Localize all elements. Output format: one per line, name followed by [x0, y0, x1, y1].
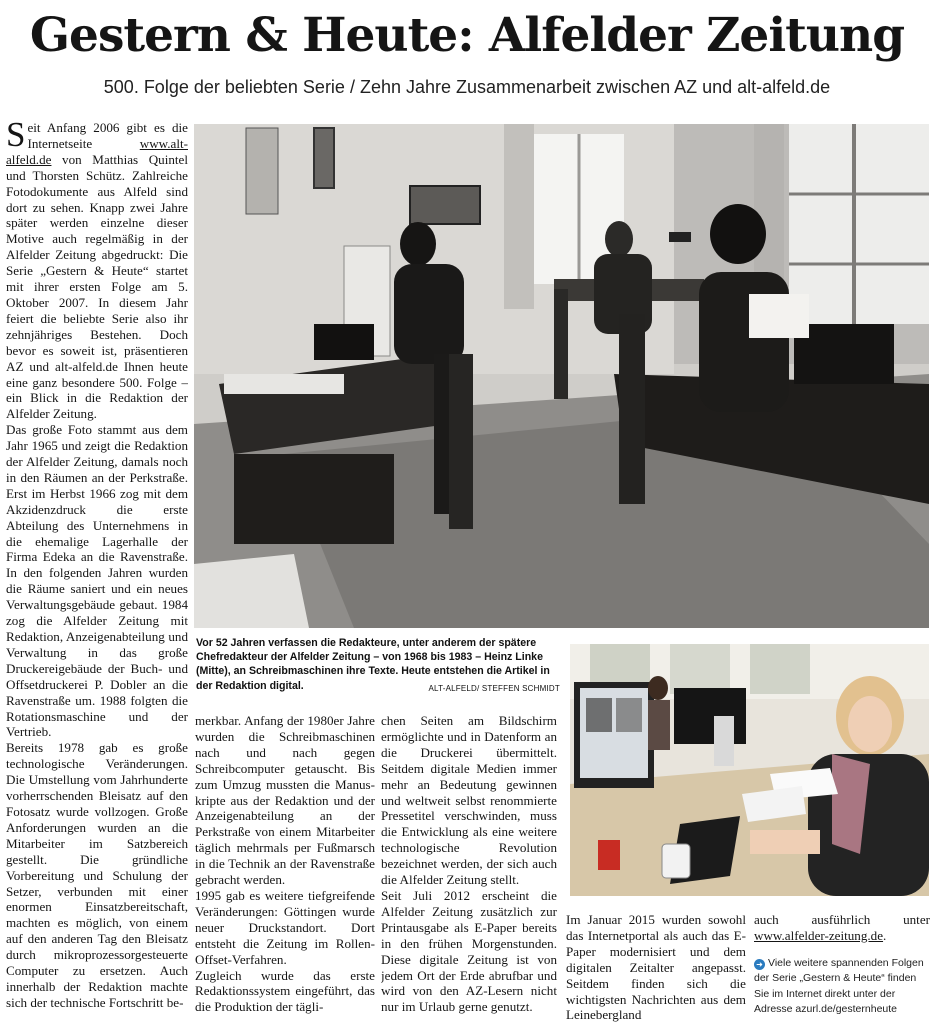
paragraph-editorial-system: Zugleich wurde das erste Redaktionssystem eingeführt, das die Produktion der tägli-	[195, 967, 375, 1015]
article-column-1	[6, 120, 188, 1024]
article-column-2	[195, 713, 375, 1024]
historic-newsroom-photo	[194, 124, 929, 628]
paragraph-digital-media: chen Seiten am Bildschirm ermöglichte und in Datenform an die Druckerei übermittelt. Seitdem digitale Medien immer mehr an Bedeutung gewinnen und weltweit selbst renommierte Pressetitel verschwinden, muss die Entwicklung als eine weitere technologische Revolution bezeichnet werden, der sich auch die Alfelder Zeitung stellt.	[381, 713, 557, 888]
alt-alfeld-link[interactable]: www.alt-alfeld.de	[6, 135, 188, 167]
paragraph-computers: merkbar. Anfang der 1980er Jahre wurden die Schreibmaschinen nach und nach gegen Schreibcomputer getauscht. Bis zum Umzug mussten die Manus-kripte aus der Redaktion und der Anzeigenabteilung an der Perkstraße von einem Mitarbeiter täglich mehrmals per Fußmarsch in die Technik an der Ravenstraße gebracht werden.	[195, 713, 375, 888]
article-column-5	[754, 912, 930, 952]
drop-cap: S	[6, 120, 26, 154]
photo-credit: ALT-ALFELD/ STEFFEN SCHMIDT	[428, 683, 560, 693]
paragraph-2015: Im Januar 2015 wurden sowohl das Internetportal als auch das E-Paper modernisiert und dem digitalen Zeitalter angepasst. Seitdem finden sich die wichtigsten Nachrichten aus dem Leinebergland	[566, 912, 746, 1023]
photo-caption	[196, 636, 560, 696]
series-hint-box	[754, 956, 930, 1017]
article-column-3	[381, 713, 557, 1024]
headline: Gestern & Heute: Alfelder Zeitung	[29, 8, 905, 63]
series-hint-text: Viele weitere spannenden Folgen der Serie „Gestern & Heute“ finden Sie im Internet direkt unter der Adresse azurl.de/gesternheute	[754, 957, 924, 1015]
historic-photo-illustration	[194, 124, 929, 628]
caption-text: Vor 52 Jahren verfassen die Redakteure, unter anderem der spätere Chefredakteur der Alfelder Zeitung – von 1968 bis 1983 – Heinz Linke (Mitte), an Schreibmaschinen ihre Texte. Heute entstehen die Artikel in der Redaktion digital.	[196, 637, 550, 692]
article-column-4	[566, 912, 746, 1024]
paragraph-intro: Seit Anfang 2006 gibt es die Internetseite www.alt-alfeld.de von Matthias Quintel und Thorsten Schütz. Zahlreiche Fotodokumente aus Alfeld sind dort zu sehen. Knapp zwei Jahre später werden einzelne dieser Motive auch regelmäßig in der Alfelder Zeitung abgedruckt: Die Serie „Gestern & Heute“ startet mit ihrer ersten Folge am 5. Oktober 2007. In diesem Jahr feiert die beliebte Serie also ihr zehnjähriges Bestehen. Doch bevor es soweit ist, präsentieren AZ und alt-alfeld.de Ihnen heute eine ganz besondere 500. Folge – ein Blick in die Redaktion der Alfelder Zeitung.	[6, 120, 188, 422]
modern-newsroom-photo	[570, 644, 929, 896]
alfelder-zeitung-link[interactable]: www.alfelder-zeitung.de	[754, 927, 884, 943]
paragraph-technology: Bereits 1978 gab es große technologische Veränderungen. Die Umstellung vom Jahrhunderte vorherrschenden Bleisatz auf den Fotosatz wurde vollzogen. Große Anforderungen wurden an die Mitarbeiter im Satzbereich gestellt. Die gründliche Vorbereitung und Schulung der Setzer, verbunden mit einer enormen Einsatzbereitschaft, machten es möglich, von einem auf den anderen Tag den Bleisatz durch mikroprozessorgesteuerte Computer zu ersetzen. Auch innerhalb der Redaktion machte sich der technische Fortschritt be-	[6, 740, 188, 1010]
modern-photo-illustration	[570, 644, 929, 896]
paragraph-website: auch ausführlich unter www.alfelder-zeitung.de.	[754, 912, 930, 943]
paragraph-goettingen: 1995 gab es weitere tiefgreifende Veränderungen: Göttingen wurde neuer Druckstandort. Dort entsteht die Zeitung im Rollen-Offset-Verfahren.	[195, 887, 375, 967]
subheadline: 500. Folge der beliebten Serie / Zehn Jahre Zusammenarbeit zwischen AZ und alt-alfeld.de	[103, 77, 831, 97]
paragraph-epaper: Seit Juli 2012 erscheint die Alfelder Zeitung zusätzlich zur Printausgabe als E-Paper bereits in den frühen Morgenstunden. Diese digitale Zeitung ist von jedem Ort der Erde abrufbar und wird von den AZ-Lesern nicht nur im Urlaub gerne genutzt.	[381, 887, 557, 1015]
paragraph-history: Das große Foto stammt aus dem Jahr 1965 und zeigt die Redaktion der Alfelder Zeitung, damals noch in den Räumen an der Perkstraße. Erst im Herbst 1966 zog mit dem Akzidenzdruck die erste Abteilung des Unternehmens in die ehemalige Lagerhalle der Firma Edeka an die Ravenstraße. In den folgenden Jahren wurden die Räume saniert und ein neues Verwaltungsgebäude gebaut. 1984 zog die Alfelder Zeitung mit Redaktion, Anzeigenabteilung und Verwaltung in das große Druckereigebäude der Buch- und Offsetdruckerei P. Dobler an die Ravenstraße um. 1988 folgten die Rotationsmaschine und der Vertrieb.	[6, 422, 188, 740]
arrow-right-icon: ➜	[754, 959, 765, 970]
